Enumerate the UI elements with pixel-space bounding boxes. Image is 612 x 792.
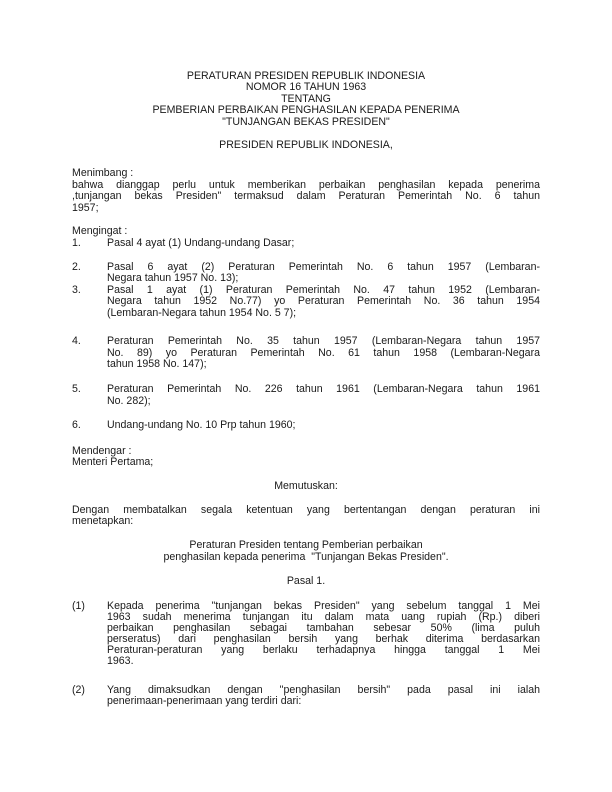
- mengingat-item-text: Pasal 6 ayat (2) Peraturan Pemerintah No. 6 tahun 1957 (Lembaran-: [107, 261, 540, 273]
- menimbang-label: Menimbang :: [72, 167, 134, 179]
- mendengar-label: Mendengar :: [72, 445, 132, 457]
- mengingat-item-text: Pasal 4 ayat (1) Undang-undang Dasar;: [107, 237, 295, 249]
- title-block-line-1: Peraturan Presiden tentang Pemberian perbaikan: [189, 539, 423, 551]
- mengingat-item-text: Pasal 1 ayat (1) Peraturan Pemerintah No. 47 tahun 1952 (Lembaran-: [107, 284, 540, 296]
- mengingat-item-text: (Lembaran-Negara tahun 1954 No. 5 7);: [107, 307, 297, 319]
- title-block-line-2: penghasilan kepada penerima "Tunjangan Bekas Presiden".: [163, 551, 449, 563]
- mengingat-item-text: Negara tahun 1957 No. 13);: [107, 272, 239, 284]
- mengingat-item-text: No. 282);: [107, 395, 151, 407]
- mengingat-item-text: Peraturan Pemerintah No. 35 tahun 1957 (Lembaran-Negara tahun 1957: [107, 335, 540, 347]
- mengingat-item-number: 1.: [72, 237, 81, 249]
- pasal-item-text: perseratus) dari penghasilan bersih yang berhak diterima berdasarkan: [107, 633, 540, 645]
- issuer-line: PRESIDEN REPUBLIK INDONESIA,: [219, 139, 393, 151]
- pasal-item-text: perbaikan penghasilan sebagai tambahan sebesar 50% (lima puluh: [107, 622, 540, 634]
- mendengar-value: Menteri Pertama;: [72, 456, 154, 468]
- pasal-item-number: (1): [72, 600, 85, 612]
- mengingat-item-number: 4.: [72, 335, 81, 347]
- header-line-2: NOMOR 16 TAHUN 1963: [245, 81, 367, 93]
- pasal-1-heading: Pasal 1.: [286, 575, 326, 587]
- mengingat-item-number: 2.: [72, 261, 81, 273]
- memutuskan-heading: Memutuskan:: [274, 480, 338, 492]
- pasal-item-text: Yang dimaksudkan dengan "penghasilan bersih" pada pasal ini ialah: [107, 684, 540, 696]
- mengingat-item-text: Undang-undang No. 10 Prp tahun 1960;: [107, 419, 296, 431]
- mengingat-item-number: 5.: [72, 383, 81, 395]
- header-line-1: PERATURAN PRESIDEN REPUBLIK INDONESIA: [186, 70, 426, 82]
- menimbang-line-3: 1957;: [72, 202, 99, 214]
- pasal-item-text: 1963 sudah menerima tunjangan itu dalam mata uang rupiah (Rp.) diberi: [107, 611, 540, 623]
- mengingat-item-text: Peraturan Pemerintah No. 226 tahun 1961 (Lembaran-Negara tahun 1961: [107, 383, 540, 395]
- memutuskan-line-2: menetapkan:: [72, 515, 134, 527]
- header-line-5: "TUNJANGAN BEKAS PRESIDEN": [222, 116, 390, 128]
- mengingat-item-number: 3.: [72, 284, 81, 296]
- pasal-item-text: Peraturan-peraturan yang berlaku terhadapnya hingga tanggal 1 Mei: [107, 644, 540, 656]
- pasal-item-text: 1963.: [107, 655, 134, 667]
- mengingat-item-number: 6.: [72, 419, 81, 431]
- menimbang-line-2: ,tunjangan bekas Presiden" termaksud dalam Peraturan Pemerintah No. 6 tahun: [72, 190, 540, 202]
- mengingat-item-text: tahun 1958 No. 147);: [107, 358, 207, 370]
- mengingat-item-text: Negara tahun 1952 No.77) yo Peraturan Pemerintah No. 36 tahun 1954: [107, 295, 540, 307]
- menimbang-line-1: bahwa dianggap perlu untuk memberikan perbaikan penghasilan kepada penerima: [72, 179, 540, 191]
- memutuskan-line-1: Dengan membatalkan segala ketentuan yang bertentangan dengan peraturan ini: [72, 504, 540, 516]
- pasal-item-number: (2): [72, 684, 85, 696]
- header-line-4: PEMBERIAN PERBAIKAN PENGHASILAN KEPADA PENERIMA: [152, 104, 460, 116]
- mengingat-label: Mengingat :: [72, 225, 128, 237]
- pasal-item-text: penerimaan-penerimaan yang terdiri dari:: [107, 695, 302, 707]
- header-line-3: TENTANG: [281, 93, 331, 105]
- pasal-item-text: Kepada penerima "tunjangan bekas Presiden" yang sebelum tanggal 1 Mei: [107, 600, 540, 612]
- mengingat-item-text: No. 89) yo Peraturan Pemerintah No. 61 tahun 1958 (Lembaran-Negara: [107, 347, 540, 359]
